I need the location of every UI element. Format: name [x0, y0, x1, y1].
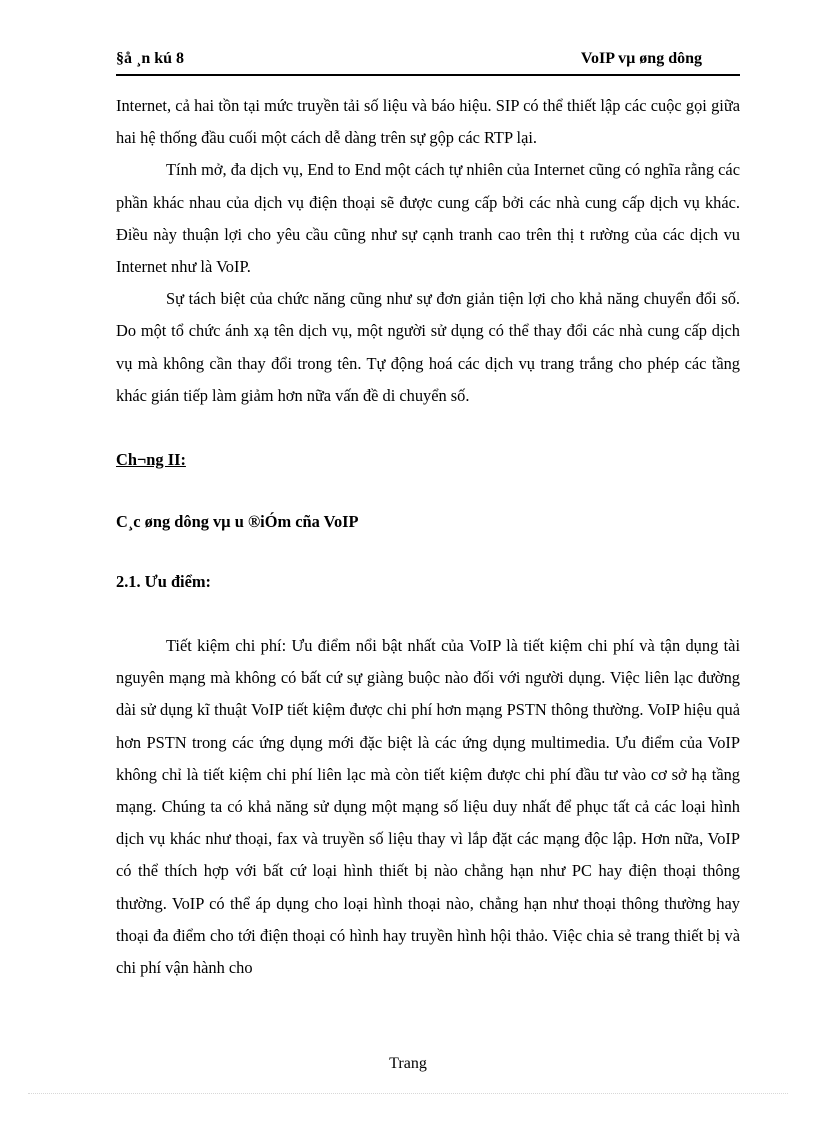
chapter-title: C¸c øng dông vµ u ®iÓm cña VoIP: [116, 512, 359, 532]
page-header: [116, 50, 740, 72]
page-footer: Trang: [389, 1055, 427, 1072]
header-divider: [116, 74, 740, 76]
paragraph: Sự tách biệt của chức năng cũng như sự đơn giản tiện lợi cho khả năng chuyển đổi số. Do một tổ chức ánh xạ tên dịch vụ, một người sử dụng có thể thay đổi các nhà cung cấp dịch vụ mà không cần thay đổi trong tên. Tự động hoá các dịch vụ trang trắng cho phép các tầng khác gián tiếp làm giảm hơn nữa vấn đề di chuyển số.: [116, 289, 740, 405]
paragraph: Tính mở, đa dịch vụ, End to End một cách tự nhiên của Internet cũng có nghĩa rằng các phần khác nhau của dịch vụ điện thoại sẽ được cung cấp bởi các nhà cung cấp dịch vụ khác. Điều này thuận lợi cho yêu cầu cũng như sự cạnh tranh cao trên thị t rường của các dịch vu Internet như là VoIP.: [116, 160, 740, 277]
header-section-title: VoIP vµ øng dông: [580, 50, 702, 67]
chapter-heading: Ch¬ng II:: [116, 450, 186, 470]
page-body: [116, 90, 740, 984]
header-document-title: §å ¸n kú 8: [116, 50, 185, 67]
paragraph-continued: Internet, cả hai tồn tại mức truyền tải số liệu và báo hiệu. SIP có thể thiết lập các cuộc gọi giữa hai hệ thống đầu cuối một cách dễ dàng trên sự gộp các RTP lại.: [116, 96, 740, 148]
paragraph: Tiết kiệm chi phí: Ưu điểm nổi bật nhất của VoIP là tiết kiệm chi phí và tận dụng tài nguyên mạng mà không có bất cứ sự giàng buộc nào đối với người dụng. Việc liên lạc đường dài sử dụng kĩ thuật VoIP tiết kiệm được chi phí hơn mạng PSTN thông thường. VoIP hiệu quả hơn PSTN trong các ứng dụng mới đặc biệt là các ứng dụng multimedia. Ưu điểm của VoIP không chỉ là tiết kiệm chi phí liên lạc mà còn tiết kiệm được chi phí đầu tư vào cơ sở hạ tầng mạng. Chúng ta có khả năng sử dụng một mạng số liệu duy nhất để phục tất cả các loại hình dịch vụ khác như thoại, fax và truyền số liệu thay vì lắp đặt các mạng độc lập. Hơn nữa, VoIP có thể thích hợp với bất cứ loại hình thiết bị nào chẳng hạn như PC hay điện thoại thông thường. VoIP có thể áp dụng cho loại hình thoại nào, chẳng hạn như thoại thông thường hay thoại đa điểm cho tới điện thoại có hình hay truyền hình hội thảo. Việc chia sẻ trang thiết bị và chi phí vận hành cho: [116, 636, 740, 978]
bottom-dotted-divider: [28, 1093, 788, 1094]
section-heading: 2.1. Ưu điểm:: [116, 572, 211, 592]
